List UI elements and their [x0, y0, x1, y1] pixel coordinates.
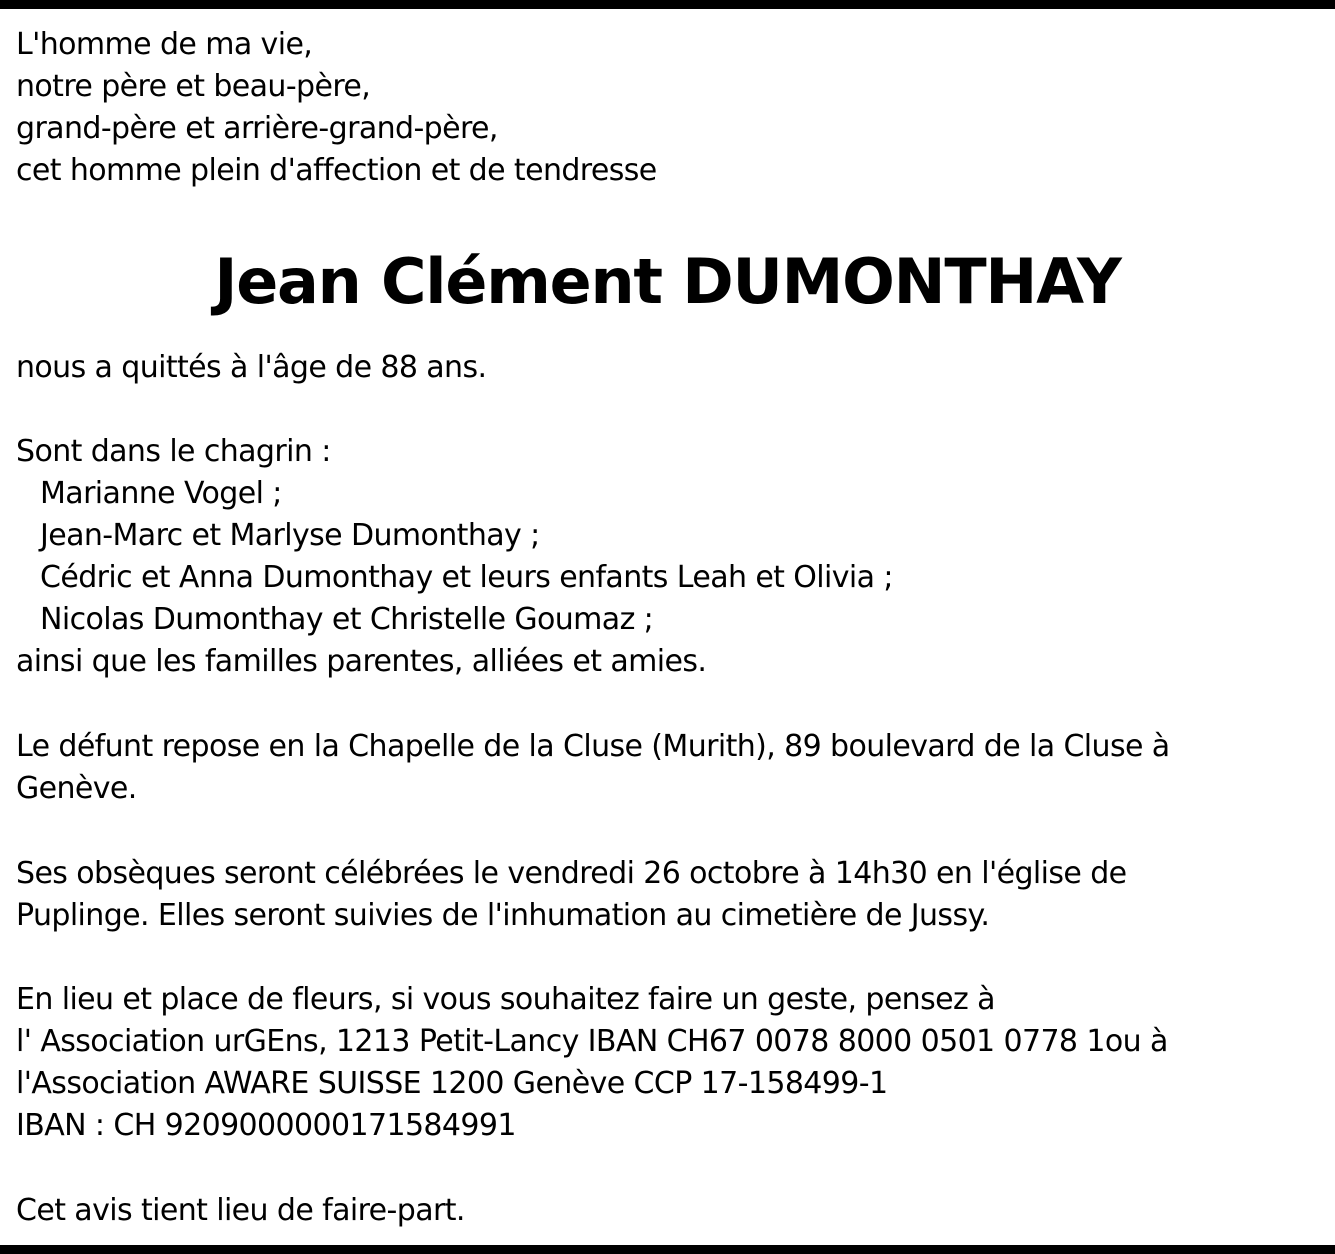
- intro-line-4: cet homme plein d'affection et de tendresse: [16, 153, 657, 188]
- intro-line-2: notre père et beau-père,: [16, 69, 371, 104]
- families-line: ainsi que les familles parentes, alliées et amies.: [16, 644, 707, 679]
- mourner-item: Nicolas Dumonthay et Christelle Goumaz ;: [40, 602, 654, 637]
- closing-line: Cet avis tient lieu de faire-part.: [16, 1193, 465, 1228]
- age-line: nous a quittés à l'âge de 88 ans.: [16, 350, 487, 385]
- mourners-heading: Sont dans le chagrin :: [16, 434, 331, 469]
- intro-line-3: grand-père et arrière-grand-père,: [16, 111, 498, 146]
- top-border-rule: [0, 0, 1335, 9]
- mourner-item: Jean-Marc et Marlyse Dumonthay ;: [40, 518, 540, 553]
- donation-line-4: IBAN : CH 9209000000171584991: [16, 1108, 516, 1143]
- funeral-line-2: Puplinge. Elles seront suivies de l'inhumation au cimetière de Jussy.: [16, 898, 990, 933]
- funeral-line-1: Ses obsèques seront célébrées le vendredi 26 octobre à 14h30 en l'église de: [16, 856, 1127, 891]
- deceased-name: Jean Clément DUMONTHAY: [214, 245, 1121, 318]
- donation-line-2: l' Association urGEns, 1213 Petit-Lancy IBAN CH67 0078 8000 0501 0778 1ou à: [16, 1024, 1168, 1059]
- donation-line-3: l'Association AWARE SUISSE 1200 Genève CCP 17-158499-1: [16, 1066, 888, 1101]
- repose-line-2: Genève.: [16, 771, 137, 806]
- bottom-border-rule: [0, 1245, 1335, 1254]
- mourner-item: Marianne Vogel ;: [40, 476, 282, 511]
- mourner-item: Cédric et Anna Dumonthay et leurs enfants Leah et Olivia ;: [40, 560, 893, 595]
- intro-line-1: L'homme de ma vie,: [16, 27, 313, 62]
- repose-line-1: Le défunt repose en la Chapelle de la Cluse (Murith), 89 boulevard de la Cluse à: [16, 729, 1170, 764]
- donation-line-1: En lieu et place de fleurs, si vous souhaitez faire un geste, pensez à: [16, 982, 995, 1017]
